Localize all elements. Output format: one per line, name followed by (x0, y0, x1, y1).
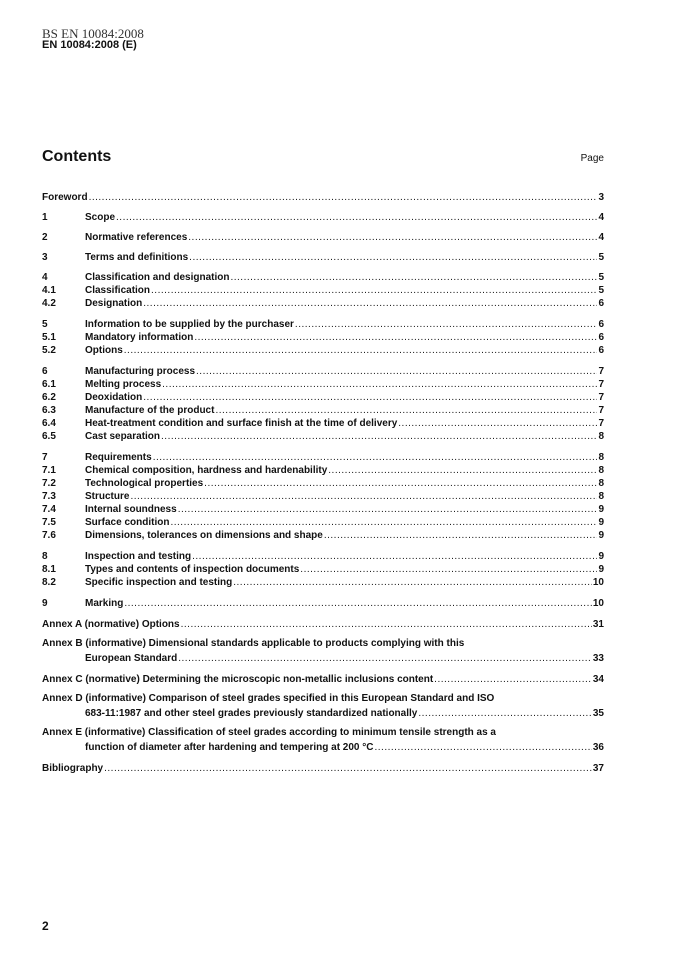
toc-title: Options (85, 345, 123, 356)
toc-page: 36 (592, 742, 604, 753)
toc-page: 34 (592, 674, 604, 685)
toc-title: Internal soundness (85, 504, 177, 515)
toc-entry-9[interactable] (42, 596, 604, 610)
toc-page: 6 (598, 332, 604, 343)
toc-title: Technological properties (85, 478, 204, 489)
toc-entry-foreword[interactable] (42, 190, 604, 204)
toc-title: Scope (85, 212, 116, 223)
toc-page: 7 (598, 366, 604, 377)
toc-entry-7-5[interactable] (42, 515, 604, 529)
toc-number: 2 (42, 232, 48, 243)
toc-entry-2[interactable] (42, 230, 604, 244)
toc-entry-7-2[interactable] (42, 476, 604, 490)
toc-entry-6-4[interactable] (42, 416, 604, 430)
toc-page: 31 (592, 619, 604, 630)
toc-entry-6-5[interactable] (42, 429, 604, 443)
toc-title: Deoxidation (85, 392, 143, 403)
toc-page: 9 (598, 504, 604, 515)
toc-title: Designation (85, 298, 143, 309)
toc-entry-7-6[interactable] (42, 528, 604, 542)
contents-heading: Contents (42, 148, 112, 165)
toc-entry-6-3[interactable] (42, 403, 604, 417)
toc-title: Annex C (normative) Determining the microscopic non-metallic inclusions content (42, 674, 434, 685)
toc-entry-5[interactable] (42, 317, 604, 331)
toc-page: 10 (592, 577, 604, 588)
toc-title: Information to be supplied by the purchaser (85, 319, 294, 330)
toc-number: 6.4 (42, 418, 56, 429)
toc-title: Melting process (85, 379, 162, 390)
toc-leader (104, 763, 592, 775)
toc-title-line2: European Standard (85, 653, 178, 664)
toc-page: 7 (598, 392, 604, 403)
toc-page: 9 (598, 551, 604, 562)
toc-page: 9 (598, 564, 604, 575)
toc-page: 5 (598, 252, 604, 263)
toc-entry-6[interactable] (42, 364, 604, 378)
toc-number: 7 (42, 452, 48, 463)
toc-number: 8.2 (42, 577, 56, 588)
toc-number: 6.1 (42, 379, 56, 390)
toc-page: 7 (598, 418, 604, 429)
toc-number: 7.4 (42, 504, 56, 515)
toc-number: 6 (42, 366, 48, 377)
toc-page: 7 (598, 379, 604, 390)
toc-title: Types and contents of inspection documents (85, 564, 300, 575)
toc-title: Chemical composition, hardness and hardenability (85, 465, 328, 476)
toc-leader (324, 530, 598, 542)
toc-leader (181, 619, 592, 631)
toc-entry-7-3[interactable] (42, 489, 604, 503)
toc-leader (188, 232, 597, 244)
toc-page: 37 (592, 763, 604, 774)
toc-entry-3[interactable] (42, 250, 604, 264)
toc-entry-5-1[interactable] (42, 330, 604, 344)
toc-number: 7.2 (42, 478, 56, 489)
toc-title: Dimensions, tolerances on dimensions and shape (85, 530, 323, 541)
toc-number: 7.6 (42, 530, 56, 541)
toc-entry-annex-c[interactable] (42, 672, 604, 686)
toc-leader (178, 653, 592, 665)
toc-entry-6-1[interactable] (42, 377, 604, 391)
toc-title-line1: Annex E (informative) Classification of steel grades according to minimum tensile strength as a (42, 727, 496, 738)
toc-page: 9 (598, 530, 604, 541)
toc-number: 4.1 (42, 285, 56, 296)
toc-number: 6.2 (42, 392, 56, 403)
toc-number: 7.5 (42, 517, 56, 528)
toc-page: 4 (598, 232, 604, 243)
toc-title: Cast separation (85, 431, 161, 442)
page-column-label: Page (580, 153, 604, 164)
toc-title-line2: 683-11:1987 and other steel grades previously standardized nationally (85, 708, 418, 719)
toc-page: 35 (592, 708, 604, 719)
toc-leader (124, 345, 598, 357)
toc-title-line1: Annex B (informative) Dimensional standards applicable to products complying with this (42, 638, 465, 649)
toc-title-line1: Annex D (informative) Comparison of steel grades specified in this European Standard and ISO (42, 693, 495, 704)
standard-designation-bs: BS EN 10084:2008 (42, 26, 144, 41)
toc-page: 8 (598, 452, 604, 463)
toc-entry-4[interactable] (42, 270, 604, 284)
toc-title: Inspection and testing (85, 551, 192, 562)
toc-leader (418, 708, 592, 720)
toc-number: 5.2 (42, 345, 56, 356)
toc-page: 8 (598, 478, 604, 489)
toc-entry-4-1[interactable] (42, 283, 604, 297)
toc-number: 5.1 (42, 332, 56, 343)
toc-page: 6 (598, 319, 604, 330)
toc-entry-8-2[interactable] (42, 575, 604, 589)
toc-entry-7[interactable] (42, 450, 604, 464)
toc-entry-8-1[interactable] (42, 562, 604, 576)
toc-leader (143, 298, 597, 310)
toc-title: Normative references (85, 232, 188, 243)
toc-entry-bibliography[interactable] (42, 761, 604, 775)
toc-page: 4 (598, 212, 604, 223)
toc-page: 5 (598, 285, 604, 296)
toc-title: Mandatory information (85, 332, 194, 343)
toc-title: Classification (85, 285, 151, 296)
toc-title: Manufacture of the product (85, 405, 215, 416)
toc-page: 6 (598, 298, 604, 309)
toc-page: 3 (598, 192, 604, 203)
toc-number: 8.1 (42, 564, 56, 575)
toc-page: 8 (598, 431, 604, 442)
toc-number: 7.1 (42, 465, 56, 476)
toc-leader (161, 431, 597, 443)
toc-title: Structure (85, 491, 130, 502)
toc-leader (233, 577, 592, 589)
toc-entry-4-2[interactable] (42, 296, 604, 310)
toc-leader (116, 212, 597, 224)
toc-title: Classification and designation (85, 272, 230, 283)
toc-page: 10 (592, 598, 604, 609)
toc-entry-8[interactable] (42, 549, 604, 563)
toc-entry-annex-a[interactable] (42, 617, 604, 631)
toc-leader (189, 252, 597, 264)
toc-entry-5-2[interactable] (42, 343, 604, 357)
toc-number: 4.2 (42, 298, 56, 309)
toc-page: 33 (592, 653, 604, 664)
toc-entry-6-2[interactable] (42, 390, 604, 404)
toc-number: 6.3 (42, 405, 56, 416)
toc-number: 6.5 (42, 431, 56, 442)
toc-page: 7 (598, 405, 604, 416)
toc-page: 9 (598, 517, 604, 528)
toc-leader (434, 674, 592, 686)
toc-title: Heat-treatment condition and surface finish at the time of delivery (85, 418, 398, 429)
toc-title: Marking (85, 598, 124, 609)
toc-entry-7-4[interactable] (42, 502, 604, 516)
toc-leader (124, 598, 592, 610)
toc-title: Bibliography (42, 763, 104, 774)
toc-number: 7.3 (42, 491, 56, 502)
toc-title: Specific inspection and testing (85, 577, 233, 588)
toc-number: 9 (42, 598, 48, 609)
toc-number: 4 (42, 272, 48, 283)
toc-title-line2: function of diameter after hardening and tempering at 200 °C (85, 742, 374, 753)
toc-number: 1 (42, 212, 48, 223)
toc-leader (375, 742, 592, 754)
toc-page: 5 (598, 272, 604, 283)
toc-number: 5 (42, 319, 48, 330)
standard-designation-en: EN 10084:2008 (E) (42, 39, 137, 51)
toc-leader (89, 192, 598, 204)
toc-entry-7-1[interactable] (42, 463, 604, 477)
toc-title: Manufacturing process (85, 366, 196, 377)
toc-title: Surface condition (85, 517, 170, 528)
toc-page: 8 (598, 465, 604, 476)
toc-title: Requirements (85, 452, 152, 463)
toc-title: Terms and definitions (85, 252, 189, 263)
toc-page: 6 (598, 345, 604, 356)
toc-title: Annex A (normative) Options (42, 619, 180, 630)
toc-title: Foreword (42, 192, 88, 203)
toc-number: 8 (42, 551, 48, 562)
toc-entry-1[interactable] (42, 210, 604, 224)
toc-page: 8 (598, 491, 604, 502)
page-number: 2 (42, 919, 49, 933)
toc-number: 3 (42, 252, 48, 263)
